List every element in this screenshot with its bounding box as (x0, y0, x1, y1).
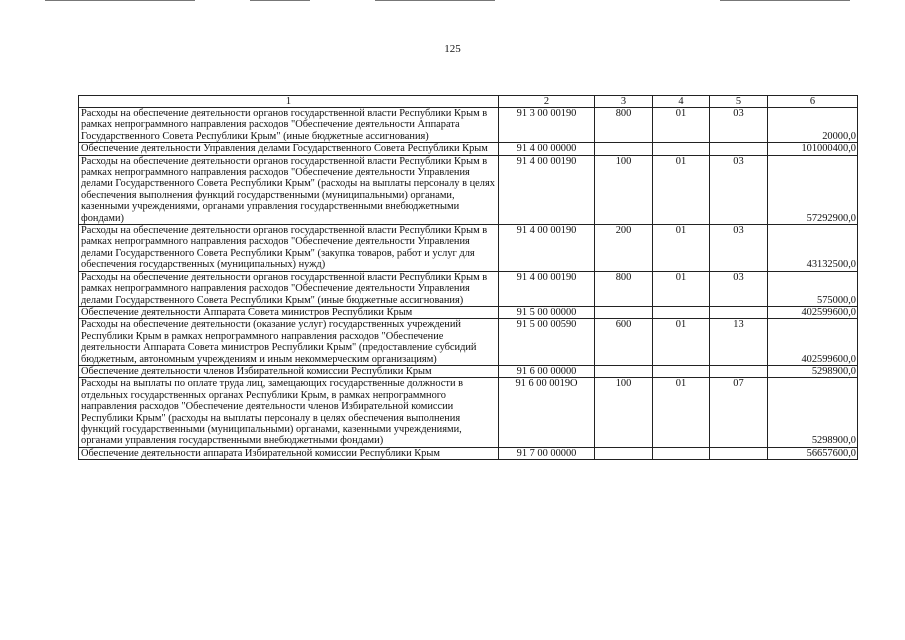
table-header-row (79, 96, 858, 108)
row-subsection (710, 143, 768, 155)
row-target-code: 91 6 00 0019О (499, 378, 595, 447)
row-section (653, 306, 710, 318)
scan-edge-line (250, 0, 310, 1)
row-section: 01 (653, 378, 710, 447)
row-expense-type (595, 143, 653, 155)
row-target-code: 91 4 00 00190 (499, 225, 595, 272)
budget-table (78, 95, 858, 460)
row-description: Расходы на обеспечение деятельности (оказание услуг) государственных учреждений Республики Крым в рамках непрограммного направления расходов "Обеспечение деятельности Аппарата Совета министров Республики Крым" (предоставление субсидий бюджетным, автономным учреждениям и иным некоммерческим организациям) (79, 319, 499, 366)
table-row (79, 365, 858, 377)
row-expense-type: 100 (595, 378, 653, 447)
row-expense-type: 600 (595, 319, 653, 366)
row-target-code: 91 7 00 00000 (499, 447, 595, 459)
column-header: 6 (768, 96, 858, 108)
row-section: 01 (653, 319, 710, 366)
table-row (79, 447, 858, 459)
row-section: 01 (653, 225, 710, 272)
row-expense-type: 100 (595, 155, 653, 224)
row-target-code: 91 5 00 00590 (499, 319, 595, 366)
scan-edge-line (720, 0, 850, 1)
row-subsection (710, 365, 768, 377)
column-header: 4 (653, 96, 710, 108)
row-description: Расходы на обеспечение деятельности органов государственной власти Республики Крым в рамках непрограммного направления расходов "Обеспечение деятельности Управления делами Государственного Совета Республики Крым" (иные бюджетные ассигнования) (79, 271, 499, 306)
row-subsection: 07 (710, 378, 768, 447)
scan-edge-line (45, 0, 195, 1)
row-target-code: 91 6 00 00000 (499, 365, 595, 377)
row-target-code: 91 4 00 00000 (499, 143, 595, 155)
row-amount: 5298900,0 (768, 378, 858, 447)
row-description: Обеспечение деятельности аппарата Избирательной комиссии Республики Крым (79, 447, 499, 459)
row-section (653, 143, 710, 155)
column-header: 3 (595, 96, 653, 108)
row-amount: 402599600,0 (768, 319, 858, 366)
table-row (79, 155, 858, 224)
row-section: 01 (653, 271, 710, 306)
row-subsection: 03 (710, 225, 768, 272)
table-row (79, 378, 858, 447)
row-subsection (710, 306, 768, 318)
row-description: Расходы на обеспечение деятельности органов государственной власти Республики Крым в рамках непрограммного направления расходов "Обеспечение деятельности Аппарата Государственного Совета Республики Крым" (иные бюджетные ассигнования) (79, 108, 499, 143)
row-subsection: 03 (710, 271, 768, 306)
row-section (653, 365, 710, 377)
row-section: 01 (653, 108, 710, 143)
row-target-code: 91 3 00 00190 (499, 108, 595, 143)
row-amount: 57292900,0 (768, 155, 858, 224)
row-subsection (710, 447, 768, 459)
row-amount: 402599600,0 (768, 306, 858, 318)
row-amount: 575000,0 (768, 271, 858, 306)
row-target-code: 91 5 00 00000 (499, 306, 595, 318)
row-target-code: 91 4 00 00190 (499, 155, 595, 224)
row-target-code: 91 4 00 00190 (499, 271, 595, 306)
row-expense-type: 200 (595, 225, 653, 272)
row-amount: 43132500,0 (768, 225, 858, 272)
row-description: Расходы на обеспечение деятельности органов государственной власти Республики Крым в рамках непрограммного направления расходов "Обеспечение деятельности Управления делами Государственного Совета Республики Крым" (расходы на выплаты персоналу в целях обеспечения выполнения функций государственными (муниципальными) органами, казенными учреждениями, органами управления государственными внебюджетными фондами) (79, 155, 499, 224)
row-expense-type (595, 306, 653, 318)
row-amount: 101000400,0 (768, 143, 858, 155)
page-number: 125 (444, 43, 461, 55)
row-description: Расходы на обеспечение деятельности органов государственной власти Республики Крым в рамках непрограммного направления расходов "Обеспечение деятельности Управления делами Государственного Совета Республики Крым" (закупка товаров, работ и услуг для обеспечения государственных (муниципальных) нужд) (79, 225, 499, 272)
row-expense-type (595, 447, 653, 459)
table-row (79, 319, 858, 366)
table-row (79, 306, 858, 318)
row-amount: 5298900,0 (768, 365, 858, 377)
row-subsection: 03 (710, 108, 768, 143)
row-subsection: 13 (710, 319, 768, 366)
column-header: 1 (79, 96, 499, 108)
row-section (653, 447, 710, 459)
column-header: 2 (499, 96, 595, 108)
table-row (79, 271, 858, 306)
row-description: Обеспечение деятельности Управления делами Государственного Совета Республики Крым (79, 143, 499, 155)
row-amount: 56657600,0 (768, 447, 858, 459)
table-row (79, 143, 858, 155)
column-header: 5 (710, 96, 768, 108)
row-expense-type (595, 365, 653, 377)
row-description: Расходы на выплаты по оплате труда лиц, замещающих государственные должности в отдельных государственных органах Республики Крым, в рамках непрограммного направления расходов "Обеспечение деятельности членов Избирательной комиссии Республики Крым" (расходы на выплаты персоналу в целях обеспечения выполнения функций государственными (муниципальными) органами, казенными учреждениями, органами управления государственными внебюджетными фондами) (79, 378, 499, 447)
scan-edge-line (375, 0, 495, 1)
row-expense-type: 800 (595, 271, 653, 306)
row-amount: 20000,0 (768, 108, 858, 143)
table-row (79, 108, 858, 143)
row-expense-type: 800 (595, 108, 653, 143)
row-subsection: 03 (710, 155, 768, 224)
table-row (79, 225, 858, 272)
row-description: Обеспечение деятельности Аппарата Совета министров Республики Крым (79, 306, 499, 318)
row-section: 01 (653, 155, 710, 224)
row-description: Обеспечение деятельности членов Избирательной комиссии Республики Крым (79, 365, 499, 377)
